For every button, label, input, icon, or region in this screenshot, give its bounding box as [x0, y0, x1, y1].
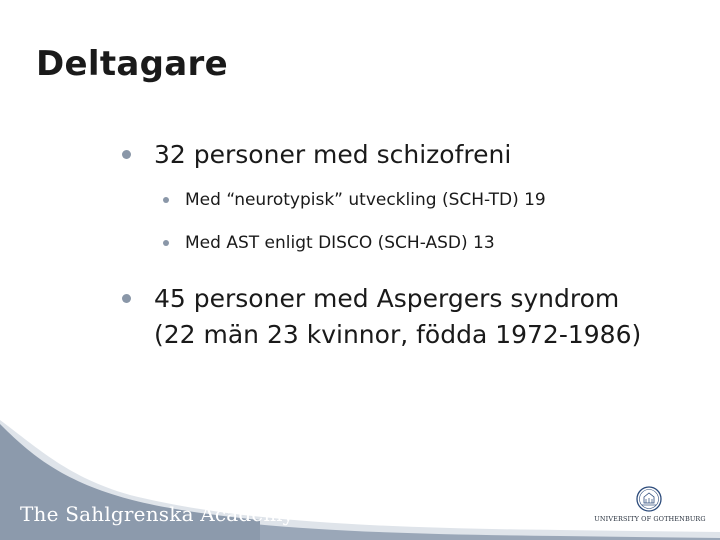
sub-bullet-dot-icon	[163, 197, 169, 203]
sub-bullet-1: Med “neurotypisk” utveckling (SCH-TD) 19	[185, 190, 546, 210]
sub-bullet-dot-icon	[163, 240, 169, 246]
sub-bullet-2: Med AST enligt DISCO (SCH-ASD) 13	[185, 233, 495, 253]
bullet-dot-icon	[122, 150, 131, 159]
academy-name: The Sahlgrenska Academy	[20, 502, 295, 526]
university-seal-icon	[636, 486, 662, 512]
bullet-dot-icon	[122, 294, 131, 303]
slide-title: Deltagare	[36, 44, 228, 84]
bullet-1: 32 personer med schizofreni	[154, 140, 512, 169]
bullet-2: 45 personer med Aspergers syndrom	[154, 284, 620, 313]
university-name: UNIVERSITY OF GOTHENBURG	[594, 515, 706, 523]
university-logo	[594, 486, 706, 532]
bullet-2-continuation: (22 män 23 kvinnor, födda 1972-1986)	[154, 320, 642, 349]
